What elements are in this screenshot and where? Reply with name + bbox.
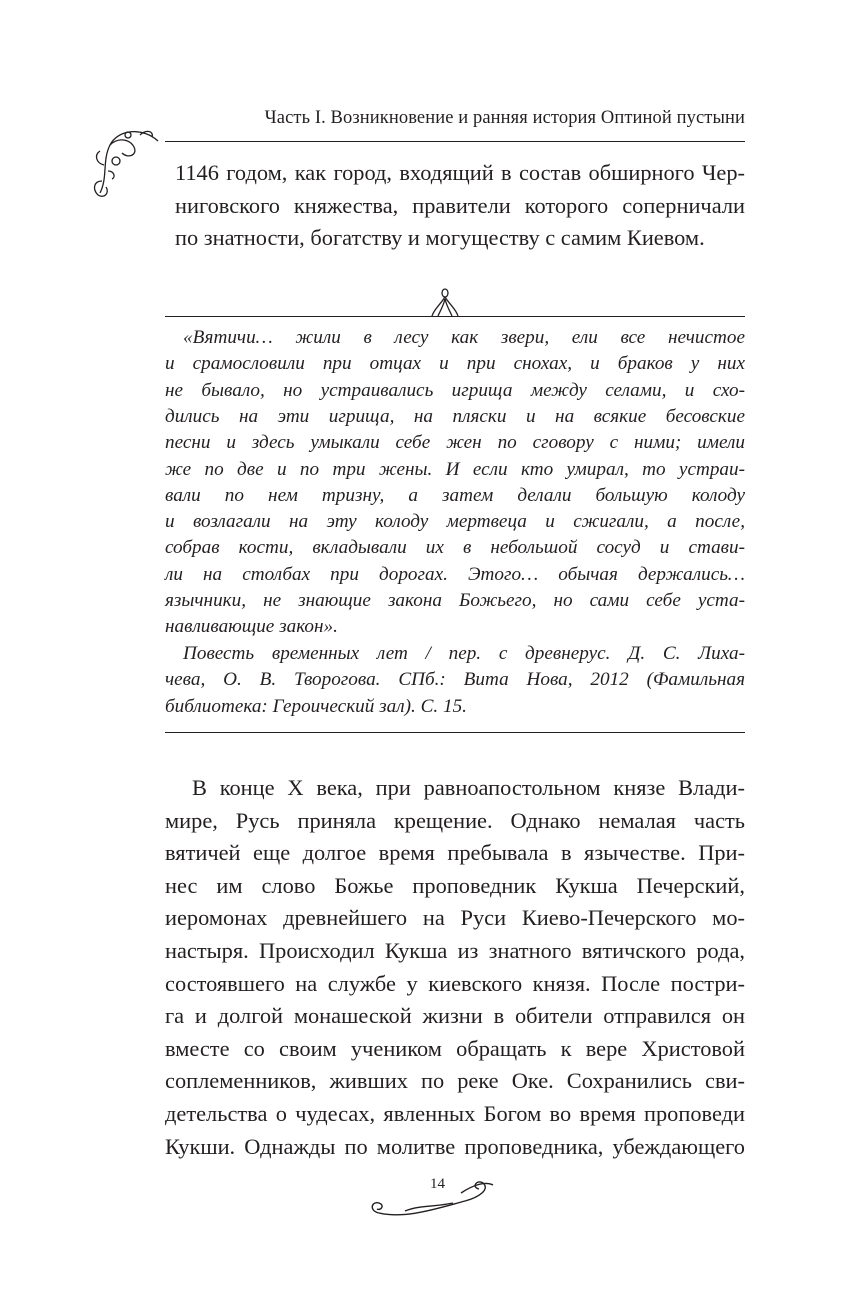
quote-line: же по две и по три жены. И если кто умирал, то устраи- xyxy=(165,458,745,480)
citation-line: Повесть временных лет / пер. с древнерус. Д. С. Лиха- xyxy=(183,643,745,664)
header-rule xyxy=(165,141,745,142)
paragraph-line: вместе со своим учеником обращать к вере Христовой xyxy=(165,1035,745,1061)
citation-line: библиотека: Героический зал). С. 15. xyxy=(165,695,467,717)
page-number: 14 xyxy=(430,1176,445,1192)
running-header: Часть I. Возникновение и ранняя история Оптиной пустыни xyxy=(264,108,745,128)
paragraph-line: настыря. Происходил Кукша из знатного вятичского рода, xyxy=(165,938,745,963)
footer-flourish-icon xyxy=(365,1175,500,1225)
paragraph-line: вятичей еще долгое время пребывала в язычестве. При- xyxy=(165,840,745,866)
citation-line: чева, О. В. Творогова. СПб.: Вита Нова, 2012 (Фамильная xyxy=(165,669,745,691)
quote-line: и возлагали на эту колоду мертвеца и сжигали, а после, xyxy=(165,511,745,533)
paragraph-line: В конце X века, при равноапостольном князе Влади- xyxy=(192,775,745,800)
text-line: 1146 годом, как город, входящий в состав обширного Чер- xyxy=(175,160,745,185)
quote-line: собрав кости, вкладывали их в небольшой сосуд и стави- xyxy=(165,537,745,559)
paragraph-line: иеромонах древнейшего на Руси Киево-Печерского мо- xyxy=(165,905,745,931)
text-line: ниговского княжества, правители которого соперничали xyxy=(175,192,745,218)
quote-line: «Вятичи… жили в лесу как звери, ели все нечистое xyxy=(183,327,745,348)
text-line: по знатности, богатству и могуществу с самим Киевом. xyxy=(175,225,705,250)
quote-line: ли на столбах при дорогах. Этого… обычая держались… xyxy=(165,563,745,585)
quote-line: не бывало, но устраивались игрища между селами, и схо- xyxy=(165,379,745,401)
quote-line: и срамословили при отцах и при снохах, и браков у них xyxy=(165,353,745,375)
floral-corner-ornament-icon xyxy=(88,125,168,205)
quote-line: навливающие закон». xyxy=(165,616,338,638)
paragraph-line: детельства о чудесах, явленных Богом во время проповеди xyxy=(165,1101,745,1126)
paragraph-line: мире, Русь приняла крещение. Однако немалая часть xyxy=(165,807,745,833)
leaf-ornament-icon xyxy=(430,287,460,317)
paragraph-line: га и долгой монашеской жизни в обители отправился он xyxy=(165,1003,745,1029)
paragraph-line: состоявшего на службе у киевского князя. После постри- xyxy=(165,970,745,996)
quote-line: дились на эти игрища, на пляски и на всякие бесовские xyxy=(165,405,745,427)
quote-line: песни и здесь умыкали себе жен по сговору с ними; имели xyxy=(165,432,745,454)
paragraph-line: соплеменников, живших по реке Оке. Сохранились сви- xyxy=(165,1068,745,1094)
paragraph-line: нес им слово Божье проповедник Кукша Печерский, xyxy=(165,872,745,898)
quote-bottom-rule xyxy=(165,732,745,733)
paragraph-line: Кукши. Однажды по молитве проповедника, убеждающего xyxy=(165,1133,745,1159)
quote-line: вали по нем тризну, а затем делали большую колоду xyxy=(165,484,745,506)
quote-line: язычники, не знающие закона Божьего, но сами себе уста- xyxy=(165,590,745,611)
